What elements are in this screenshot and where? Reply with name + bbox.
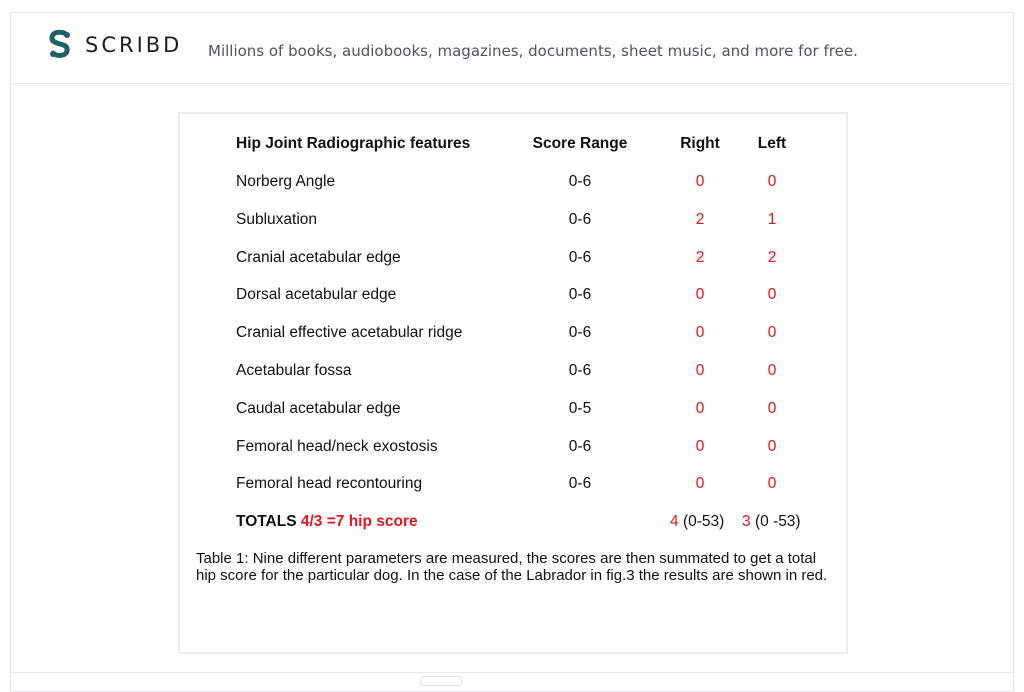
totals-left	[742, 513, 801, 531]
header-left: Left	[757, 135, 787, 152]
left-score-cell: 2	[767, 248, 777, 266]
range-cell: 0-6	[568, 210, 592, 228]
document-page	[178, 112, 848, 654]
feature-cell: Cranial effective acetabular ridge	[236, 324, 463, 342]
feature-cell: Femoral head/neck exostosis	[236, 437, 438, 455]
right-score-cell: 2	[695, 210, 705, 228]
right-score-cell: 0	[695, 173, 705, 190]
feature-cell: Cranial acetabular edge	[236, 248, 401, 266]
right-score-cell: 0	[695, 475, 705, 493]
tagline: Millions of books, audiobooks, magazines, documents, sheet music, and more for free.	[208, 42, 858, 60]
feature-cell: Acetabular fossa	[236, 362, 352, 379]
right-score-cell: 0	[695, 286, 705, 304]
left-score-cell: 0	[767, 286, 777, 304]
totals-right	[670, 513, 724, 531]
range-cell: 0-5	[568, 399, 592, 417]
feature-cell: Caudal acetabular edge	[236, 399, 401, 417]
right-score-cell: 0	[695, 324, 705, 342]
totals-cell	[236, 513, 418, 531]
header-right: Right	[680, 135, 720, 152]
table-caption: Table 1: Nine different parameters are measured, the scores are then summated to get a total hip score for the particular dog. In the case of the Labrador in fig.3 the results are shown in red.	[196, 550, 828, 584]
right-score-cell: 0	[695, 399, 705, 417]
right-score-cell: 0	[695, 362, 705, 379]
header-feature: Hip Joint Radiographic features	[236, 135, 471, 152]
totals-label: TOTALS	[236, 513, 297, 530]
totals-score: 4/3 =7 hip score	[300, 513, 418, 530]
range-cell: 0-6	[568, 248, 592, 266]
header-range: Score Range	[532, 135, 628, 152]
feature-cell: Subluxation	[236, 210, 318, 228]
range-cell: 0-6	[568, 324, 592, 342]
scribd-logo-icon	[47, 29, 73, 61]
feature-cell: Norberg Angle	[236, 173, 336, 190]
totals-right-value: 4	[670, 513, 679, 530]
range-cell: 0-6	[568, 475, 592, 493]
top-header	[11, 13, 1013, 84]
left-score-cell: 0	[767, 362, 777, 379]
totals-left-value: 3	[742, 513, 751, 530]
range-cell: 0-6	[568, 437, 592, 455]
right-score-cell: 0	[695, 437, 705, 455]
range-cell: 0-6	[568, 362, 592, 379]
left-score-cell: 0	[767, 437, 777, 455]
left-score-cell: 0	[767, 399, 777, 417]
scribd-logo[interactable]	[47, 29, 182, 61]
range-cell: 0-6	[568, 286, 592, 304]
bottom-toolbar-handle[interactable]	[420, 676, 462, 686]
left-score-cell: 0	[767, 475, 777, 493]
left-score-cell: 0	[767, 324, 777, 342]
feature-cell: Femoral head recontouring	[236, 475, 423, 493]
brand-name: SCRIBD	[85, 33, 183, 57]
left-score-cell: 0	[767, 173, 777, 190]
right-score-cell: 2	[695, 248, 705, 266]
feature-cell: Dorsal acetabular edge	[236, 286, 397, 304]
range-cell: 0-6	[568, 173, 592, 190]
left-score-cell: 1	[767, 210, 777, 228]
totals-right-range: (0-53)	[682, 513, 725, 530]
totals-left-range: (0 -53)	[754, 513, 801, 530]
